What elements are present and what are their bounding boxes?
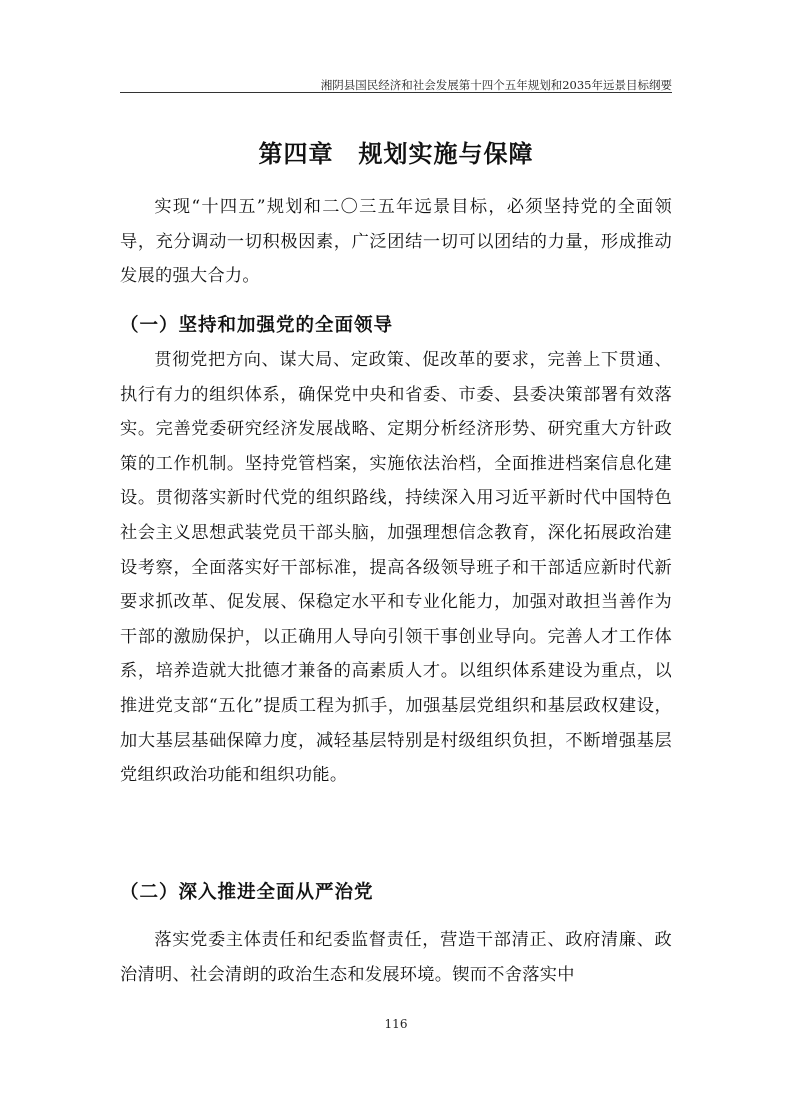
section-body-1: 贯彻党把方向、谋大局、定政策、促改革的要求，完善上下贯通、执行有力的组织体系，确保党中央和省委、市委、县委决策部署有效落实。完善党委研究经济发展战略、定期分析经济形势、研究重大方针政策的工作机制。坚持党管档案，实施依法治档，全面推进档案信息化建设。贯彻落实新时代党的组织路线，持续深入用习近平新时代中国特色社会主义思想武装党员干部头脑，加强理想信念教育，深化拓展政治建设考察，全面落实好干部标准，提高各级领导班子和干部适应新时代新要求抓改革、促发展、保稳定水平和专业化能力，加强对敢担当善作为干部的激励保护，以正确用人导向引领干事创业导向。完善人才工作体系，培养造就大批德才兼备的高素质人才。以组织体系建设为重点，以推进党支部“五化”提质工程为抓手，加强基层党组织和基层政权建设，加大基层基础保障力度，减轻基层特别是村级组织负担，不断增强基层党组织政治功能和组织功能。 [120, 350, 672, 786]
section-heading-1: （一）坚持和加强党的全面领导 [120, 315, 394, 336]
section-heading-2: （二）深入推进全面从严治党 [120, 882, 374, 903]
running-header: 湘阴县国民经济和社会发展第十四个五年规划和2035年远景目标纲要 [320, 78, 672, 92]
intro-paragraph: 实现“十四五”规划和二〇三五年远景目标，必须坚持党的全面领导，充分调动一切积极因素，广泛团结一切可以团结的力量，形成推动发展的强大合力。 [120, 197, 672, 287]
header-divider [120, 92, 672, 93]
chapter-title: 第四章 规划实施与保障 [258, 140, 534, 168]
section-body-2: 落实党委主体责任和纪委监督责任，营造干部清正、政府清廉、政治清明、社会清朗的政治生态和发展环境。锲而不舍落实中 [120, 930, 672, 985]
page-number: 116 [384, 1017, 408, 1031]
